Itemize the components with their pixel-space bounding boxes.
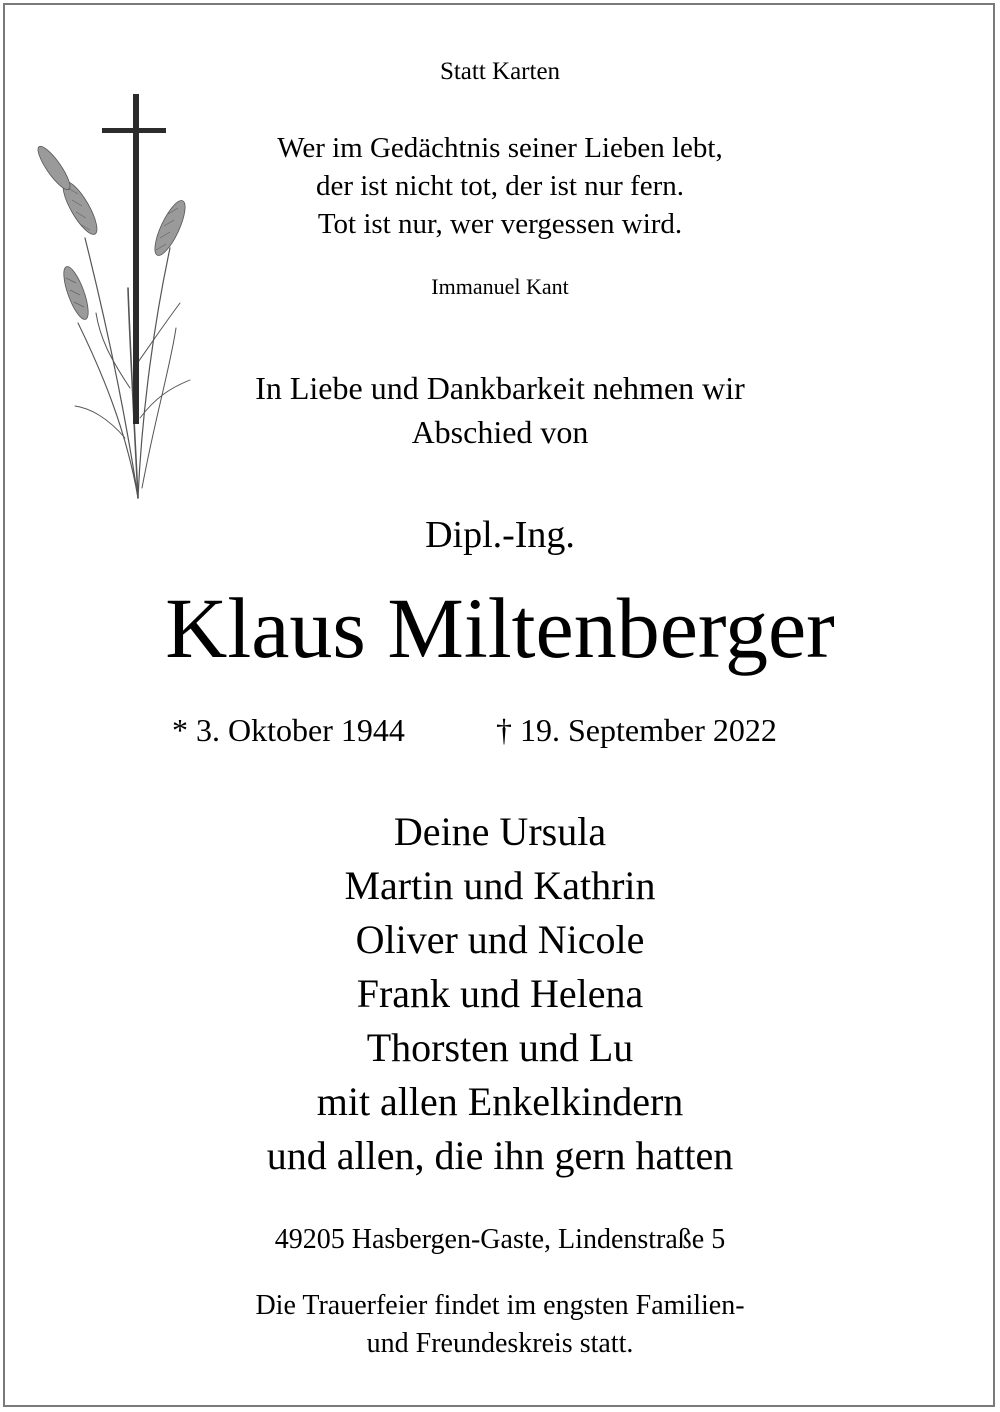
death-date: † 19. September 2022: [496, 712, 777, 748]
mourner-line: Thorsten und Lu: [366, 1025, 634, 1070]
quote-line: der ist nicht tot, der ist nur fern.: [315, 170, 685, 202]
statt-karten: Statt Karten: [439, 58, 561, 85]
academic-title: Dipl.-Ing.: [425, 514, 575, 556]
mourner-line: Martin und Kathrin: [344, 863, 656, 908]
mourner-line: und allen, die ihn gern hatten: [266, 1133, 734, 1178]
birth-date: * 3. Oktober 1944: [172, 712, 405, 748]
mourner-line: Deine Ursula: [393, 809, 607, 854]
deceased-name: Klaus Miltenberger: [165, 580, 835, 676]
intro-line: In Liebe und Dankbarkeit nehmen wir: [255, 370, 745, 406]
ceremony-line: Die Trauerfeier findet im engsten Familien-: [255, 1290, 745, 1321]
mourner-line: mit allen Enkelkindern: [316, 1079, 684, 1124]
life-dates: [0, 712, 1000, 756]
intro-line: Abschied von: [411, 414, 589, 450]
quote-line: Tot ist nur, wer vergessen wird.: [317, 208, 683, 240]
mourner-line: Oliver und Nicole: [355, 917, 645, 962]
quote-line: Wer im Gedächtnis seiner Lieben lebt,: [277, 132, 723, 164]
address: 49205 Hasbergen-Gaste, Lindenstraße 5: [274, 1224, 726, 1255]
mourner-line: Frank und Helena: [356, 971, 644, 1016]
quote-author: Immanuel Kant: [431, 274, 569, 299]
ceremony-line: und Freundeskreis statt.: [366, 1328, 634, 1359]
